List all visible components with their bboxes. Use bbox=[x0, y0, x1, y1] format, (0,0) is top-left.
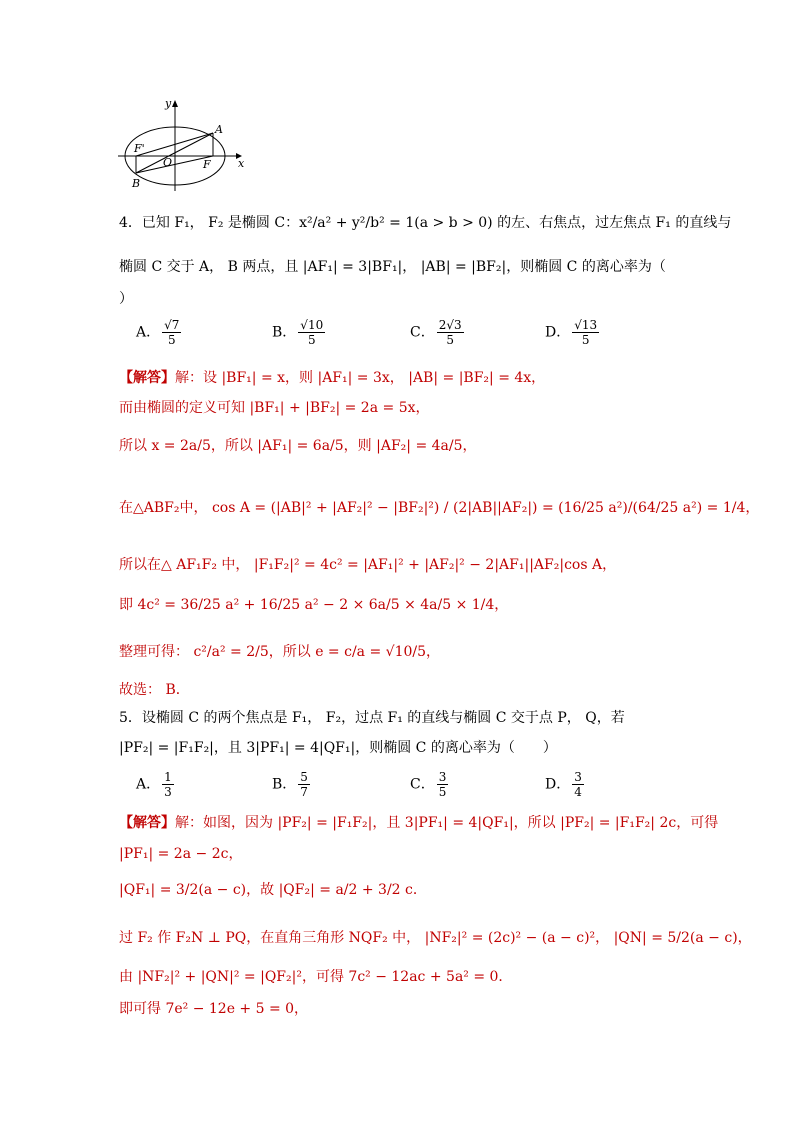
q5-solution-line6: 即可得 7e² − 12e + 5 = 0， bbox=[119, 1001, 309, 1017]
q4-solution-line8: 故选： B． bbox=[119, 682, 190, 698]
q4-solution-line6: 即 4c² = 36/25 a² + 16/25 a² − 2 × 6a/5 × 4a/5 × 1/4， bbox=[119, 597, 509, 613]
q4-solution-line7: 整理可得： c²/a² = 2/5，所以 e = c/a = √10/5， bbox=[119, 644, 441, 660]
label-f-prime: F' bbox=[134, 142, 145, 155]
q5-option-b: B． $\frac{5}{7}$ bbox=[272, 770, 308, 799]
q4-option-c: C． $\frac{2√3}{5}$ bbox=[410, 318, 462, 347]
q5-option-c: C． $\frac{3}{5}$ bbox=[410, 770, 447, 799]
q4-solution-line1: 【解答】解：设 |BF₁| = x，则 |AF₁| = 3x， |AB| = |BF₂| = 4x， bbox=[119, 370, 546, 386]
label-y: y bbox=[165, 97, 172, 110]
q4-stem-line1: 4．已知 F₁， F₂ 是椭圆 C：x²/a² + y²/b² = 1(a > b > 0) 的左、右焦点，过左焦点 F₁ 的直线与 bbox=[119, 215, 732, 231]
ellipse-figure bbox=[118, 95, 258, 195]
q4-option-b: B． $\frac{√10}{5}$ bbox=[272, 318, 324, 347]
label-f: F bbox=[203, 158, 211, 171]
q5-solution-line4: 过 F₂ 作 F₂N ⊥ PQ，在直角三角形 NQF₂ 中， |NF₂|² = (2c)² − (a − c)²， |QN| = 5/2(a − c)， bbox=[119, 930, 752, 946]
q4-solution-line4: 在△ABF₂中， cos A = (|AB|² + |AF₂|² − |BF₂|²) / (2|AB||AF₂|) = (16/25 a²)/(64/25 a²) = 1/4， bbox=[119, 500, 760, 516]
q4-option-a: A． $\frac{√7}{5}$ bbox=[136, 318, 180, 347]
label-o: O bbox=[163, 156, 173, 169]
q5-option-a: A． $\frac{1}{3}$ bbox=[136, 770, 172, 799]
q5-solution-line3: |QF₁| = 3/2(a − c)，故 |QF₂| = a/2 + 3/2 c． bbox=[119, 882, 427, 898]
label-x: x bbox=[238, 157, 245, 170]
q4-option-d: D． $\frac{√13}{5}$ bbox=[545, 318, 598, 347]
label-a: A bbox=[215, 123, 223, 136]
y-axis-arrow bbox=[172, 100, 178, 107]
q4-stem-line3: ） bbox=[119, 291, 133, 307]
q5-solution-line1: 【解答】解：如图，因为 |PF₂| = |F₁F₂|，且 3|PF₁| = 4|QF₁|，所以 |PF₂| = |F₁F₂| 2c，可得 bbox=[119, 815, 719, 831]
q4-solution-line5: 所以在△ AF₁F₂ 中， |F₁F₂|² = 4c² = |AF₁|² + |AF₂|² − 2|AF₁||AF₂|cos A， bbox=[119, 557, 617, 573]
label-b: B bbox=[132, 177, 141, 190]
q4-stem-line2: 椭圆 C 交于 A， B 两点，且 |AF₁| = 3|BF₁|， |AB| = |BF₂|，则椭圆 C 的离心率为（ bbox=[119, 259, 666, 275]
q5-solution-line2: |PF₁| = 2a − 2c， bbox=[119, 846, 243, 862]
q5-solution-line5: 由 |NF₂|² + |QN|² = |QF₂|²，可得 7c² − 12ac + 5a² = 0． bbox=[119, 969, 513, 985]
q4-solution-line3: 所以 x = 2a/5，所以 |AF₁| = 6a/5，则 |AF₂| = 4a/5， bbox=[119, 438, 477, 454]
q5-stem-line1: 5．设椭圆 C 的两个焦点是 F₁， F₂，过点 F₁ 的直线与椭圆 C 交于点 P， Q，若 bbox=[119, 710, 625, 726]
q5-option-d: D． $\frac{3}{4}$ bbox=[545, 770, 582, 799]
q5-stem-line2: |PF₂| = |F₁F₂|，且 3|PF₁| = 4|QF₁|，则椭圆 C 的离心率为（ ） bbox=[119, 740, 557, 756]
q4-solution-line2: 而由椭圆的定义可知 |BF₁| + |BF₂| = 2a = 5x， bbox=[119, 400, 430, 416]
